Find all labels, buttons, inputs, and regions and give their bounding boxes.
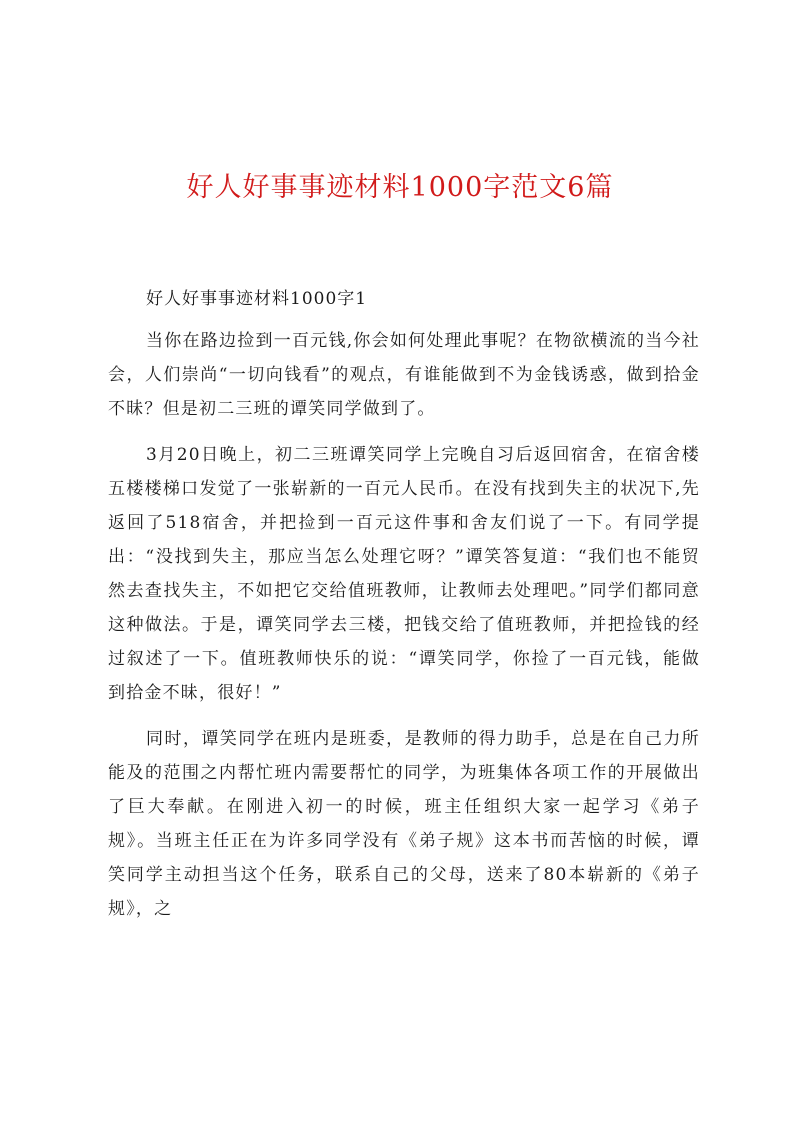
document-body bbox=[108, 282, 700, 938]
paragraph-3: 同时，谭笑同学在班内是班委，是教师的得力助手，总是在自己力所能及的范围之内帮忙班内需要帮忙的同学，为班集体各项工作的开展做出了巨大奉献。在刚进入初一的时候，班主任组织大家一起学习《弟子规》。当班主任正在为许多同学没有《弟子规》这本书而苦恼的时候，谭笑同学主动担当这个任务，联系自己的父母，送来了80本崭新的《弟子规》，之 bbox=[108, 729, 700, 919]
section-heading: 好人好事事迹材料1000字1 bbox=[146, 289, 368, 309]
paragraph-1: 当你在路边捡到一百元钱,你会如何处理此事呢？在物欲横流的当今社会，人们崇尚“一切向钱看”的观点，有谁能做到不为金钱诱惑，做到拾金不昧？但是初二三班的谭笑同学做到了。 bbox=[108, 331, 700, 419]
document-title: 好人好事事迹材料1000字范文6篇 bbox=[186, 172, 614, 203]
paragraph-2: 3月20日晚上，初二三班谭笑同学上完晚自习后返回宿舍，在宿舍楼五楼楼梯口发觉了一张崭新的一百元人民币。在没有找到失主的状况下,先返回了518宿舍，并把捡到一百元这件事和舍友们说了一下。有同学提出：“没找到失主，那应当怎么处理它呀？”谭笑答复道：“我们也不能贸然去查找失主，不如把它交给值班教师，让教师去处理吧。”同学们都同意这种做法。于是，谭笑同学去三楼，把钱交给了值班教师，并把捡钱的经过叙述了一下。值班教师快乐的说：“谭笑同学，你捡了一百元钱，能做到拾金不昧，很好！” bbox=[108, 445, 700, 703]
